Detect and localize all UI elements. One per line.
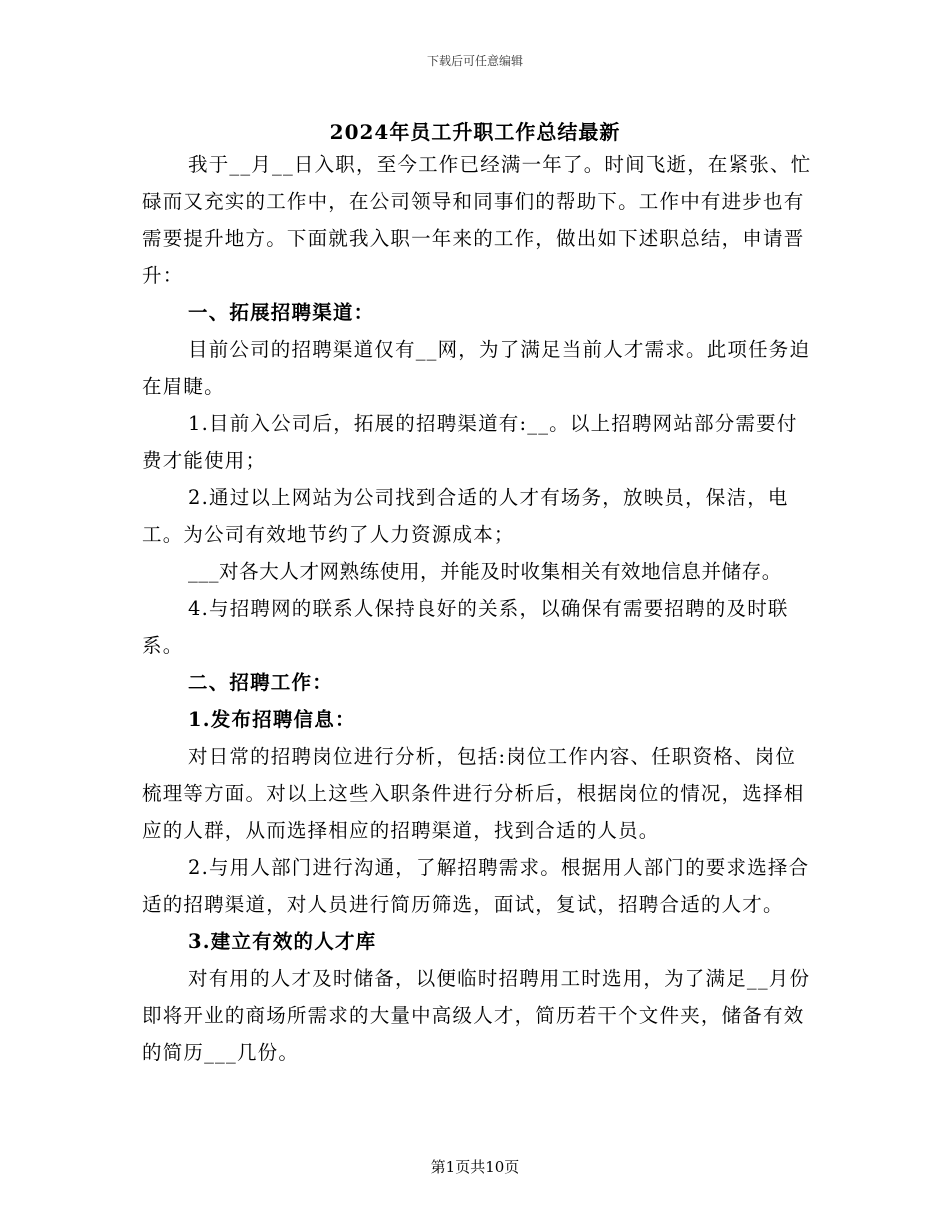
subsection-heading: 3.建立有效的人才库 [188,930,377,953]
list-item: ___对各大人才网熟练使用，并能及时收集相关有效地信息并储存。 [188,560,782,583]
paragraph: 目前公司的招聘渠道仅有__网，为了满足当前人才需求。此项任务迫在眉睫。 [142,338,811,398]
document-title: 2024年员工升职工作总结最新 [329,120,621,144]
paragraph-intro: 我于__月__日入职，至今工作已经满一年了。时间飞逝，在紧张、忙碌而又充实的工作中，在公司领导和同事们的帮助下。工作中有进步也有需要提升地方。下面就我入职一年来的工作，做出如下述职总结，申请晋升： [142,153,812,287]
page-header: 下载后可任意编辑 [426,54,523,68]
list-item: 1.目前入公司后，拓展的招聘渠道有:__。以上招聘网站部分需要付费才能使用； [142,412,798,472]
paragraph: 对有用的人才及时储备，以便临时招聘用工时选用，为了满足__月份即将开业的商场所需求的大量中高级人才，简历若干个文件夹，储备有效的简历___几份。 [142,967,811,1064]
section-heading-2: 二、招聘工作： [188,671,333,694]
paragraph: 对日常的招聘岗位进行分析，包括:岗位工作内容、任职资格、岗位梳理等方面。对以上这些入职条件进行分析后，根据岗位的情况，选择相应的人群，从而选择相应的招聘渠道，找到合适的人员。 [142,745,805,842]
list-item: 2.与用人部门进行沟通，了解招聘需求。根据用人部门的要求选择合适的招聘渠道，对人员进行简历筛选，面试，复试，招聘合适的人才。 [142,856,810,916]
document-body [142,146,812,1071]
subsection-heading: 1.发布招聘信息： [188,708,356,731]
list-item: 2.通过以上网站为公司找到合适的人才有场务，放映员，保洁，电工。为公司有效地节约了人力资源成本； [142,486,789,546]
list-item: 4.与招聘网的联系人保持良好的关系，以确保有需要招聘的及时联系。 [142,597,789,657]
page-footer: 第1页共10页 [430,1158,520,1176]
section-heading-1: 一、拓展招聘渠道： [188,301,375,324]
